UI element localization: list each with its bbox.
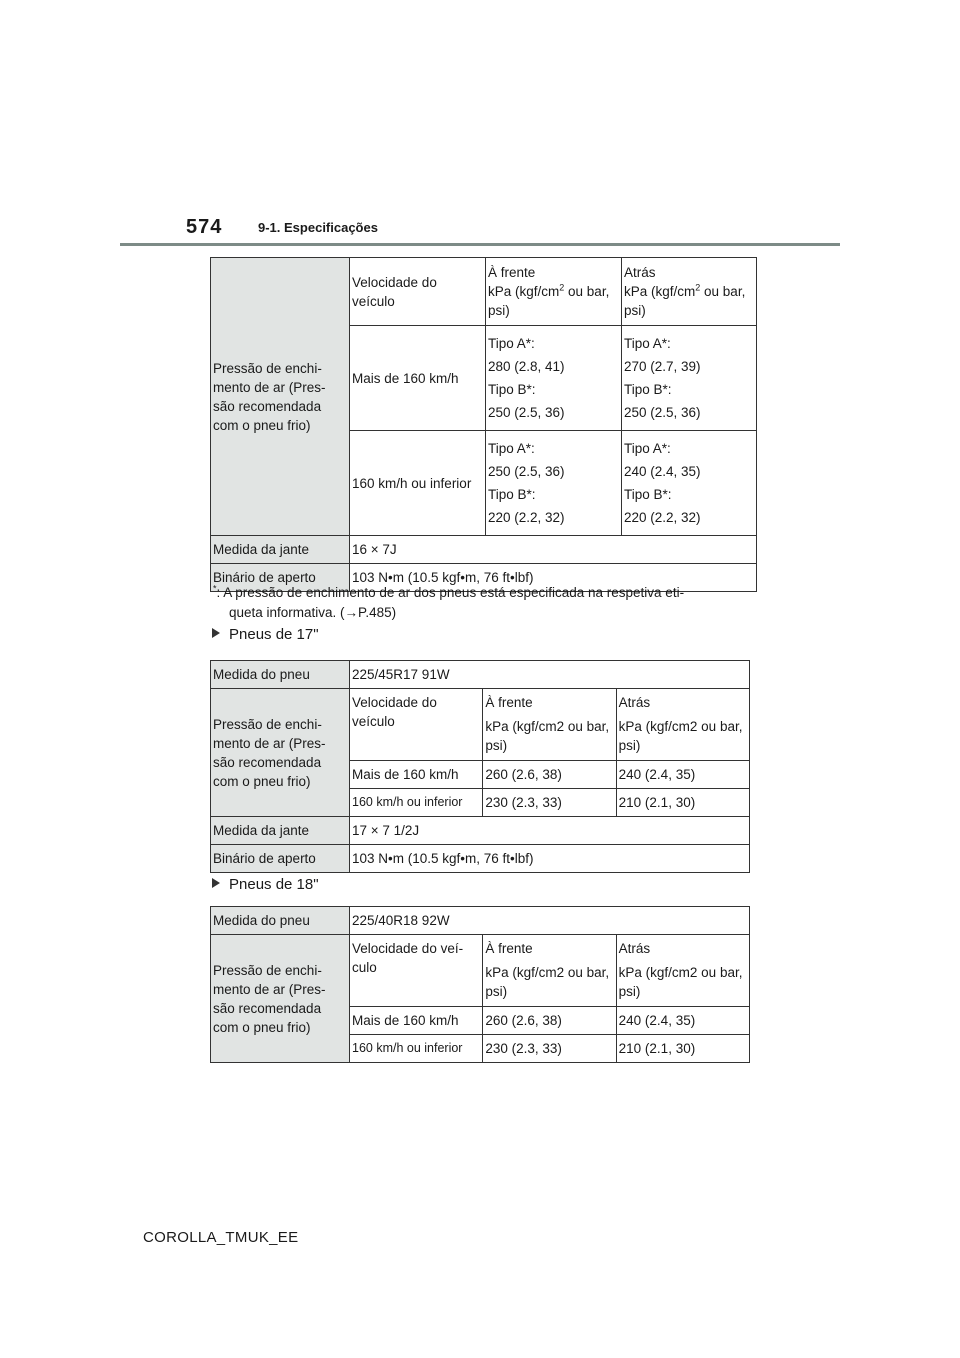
- rim-label: Medida da jante: [211, 536, 350, 564]
- pressure-line: 270 (2.7, 39): [624, 359, 701, 374]
- rear-pressure-cell: 210 (2.1, 30): [616, 1035, 749, 1063]
- section-title: 9-1. Especificações: [258, 220, 378, 235]
- front-pressure-cell: 260 (2.6, 38): [483, 761, 616, 789]
- col-rear-header: [622, 258, 757, 326]
- rear-pressure-cell: 240 (2.4, 35): [616, 761, 749, 789]
- pressure-line: Tipo A*:: [624, 441, 671, 456]
- col-front-header: [483, 935, 616, 1007]
- table-row: [211, 845, 750, 873]
- col-front-title: À frente: [485, 695, 533, 710]
- col-front-header: [486, 258, 622, 326]
- subheading-18-text: Pneus de 18": [229, 876, 319, 893]
- rear-pressure-cell: [622, 326, 757, 431]
- front-pressure-cell: 230 (2.3, 33): [483, 789, 616, 817]
- pressure-line: 220 (2.2, 32): [488, 510, 565, 525]
- page-number: 574: [186, 216, 223, 238]
- rim-value: 16 × 7J: [350, 536, 757, 564]
- col-rear-unit: kPa (kgf/cm2 ou bar, psi): [618, 965, 743, 999]
- col-rear-title: Atrás: [624, 265, 656, 280]
- col-rear-title: Atrás: [618, 695, 651, 710]
- table-row: [211, 817, 750, 845]
- col-rear-unit-b: ou bar, psi): [624, 284, 746, 318]
- header-rule: [120, 243, 840, 246]
- tire-size-label: Medida do pneu: [211, 907, 350, 935]
- col-rear-header: [616, 935, 749, 1007]
- pressure-line: Tipo B*:: [488, 382, 536, 397]
- subheading-17-text: Pneus de 17": [229, 626, 319, 643]
- table-row: [211, 536, 757, 564]
- table-row: [211, 907, 750, 935]
- spec-table-18: [210, 906, 750, 1063]
- pressure-line: Tipo B*:: [624, 487, 672, 502]
- col-rear-unit-a: kPa (kgf/cm: [624, 284, 696, 299]
- table-row: [211, 661, 750, 689]
- page-header: [186, 214, 840, 248]
- speed-cell: 160 km/h ou inferior: [350, 1035, 483, 1063]
- document-code: COROLLA_TMUK_EE: [143, 1229, 299, 1246]
- pressure-label: Pressão de enchi-mento de ar (Pres-são recomendada com o pneu frio): [211, 689, 350, 817]
- col-rear-unit: kPa (kgf/cm2 ou bar, psi): [618, 719, 743, 753]
- pressure-label: Pressão de enchi-mento de ar (Pres-são recomendada com o pneu frio): [211, 935, 350, 1063]
- rim-label: Medida da jante: [211, 817, 350, 845]
- pressure-line: 220 (2.2, 32): [624, 510, 701, 525]
- front-pressure-cell: [486, 431, 622, 536]
- col-front-unit: kPa (kgf/cm2 ou bar, psi): [485, 965, 610, 999]
- spec-table-16: [210, 257, 757, 592]
- speed-cell: Mais de 160 km/h: [350, 1007, 483, 1035]
- pressure-line: Tipo A*:: [488, 441, 535, 456]
- tire-size-value: 225/40R18 92W: [350, 907, 750, 935]
- triangle-bullet-icon: [212, 878, 220, 888]
- col-rear-header: [616, 689, 749, 761]
- col-front-unit: kPa (kgf/cm2 ou bar, psi): [485, 719, 610, 753]
- rear-pressure-cell: [622, 431, 757, 536]
- tire-size-value: 225/45R17 91W: [350, 661, 750, 689]
- pressure-line: 280 (2.8, 41): [488, 359, 565, 374]
- front-pressure-cell: 260 (2.6, 38): [483, 1007, 616, 1035]
- pressure-line: Tipo A*:: [624, 336, 671, 351]
- pressure-label: Pressão de enchi-mento de ar (Pres-são recomendada com o pneu frio): [211, 258, 350, 536]
- tire-size-label: Medida do pneu: [211, 661, 350, 689]
- footnote-line1: : A pressão de enchimento de ar dos pneus está especificada na respetiva eti-: [216, 585, 685, 600]
- footnote-line2: queta informativa. (→P.485): [229, 605, 397, 620]
- pressure-line: Tipo B*:: [488, 487, 536, 502]
- col-speed-header: Velocidade do veí-culo: [350, 935, 483, 1007]
- rear-pressure-cell: 240 (2.4, 35): [616, 1007, 749, 1035]
- rim-value: 17 × 7 1/2J: [350, 817, 750, 845]
- col-speed-header: Velocidade do veículo: [350, 258, 486, 326]
- pressure-line: 250 (2.5, 36): [624, 405, 701, 420]
- col-front-title: À frente: [485, 941, 533, 956]
- col-front-header: [483, 689, 616, 761]
- rear-pressure-cell: 210 (2.1, 30): [616, 789, 749, 817]
- torque-value: 103 N•m (10.5 kgf•m, 76 ft•lbf): [350, 845, 750, 873]
- pressure-line: 250 (2.5, 36): [488, 464, 565, 479]
- subheading-18: [212, 876, 319, 893]
- footnote-marker: *: [213, 583, 217, 594]
- col-speed-header: Velocidade do veículo: [350, 689, 483, 761]
- torque-label: Binário de aperto: [211, 845, 350, 873]
- speed-cell: Mais de 160 km/h: [350, 761, 483, 789]
- col-front-unit-sup: 2: [559, 282, 565, 293]
- speed-cell: Mais de 160 km/h: [350, 326, 486, 431]
- col-front-title: À frente: [488, 265, 536, 280]
- torque-label: Binário de aperto: [211, 564, 350, 592]
- speed-cell: 160 km/h ou inferior: [350, 431, 486, 536]
- triangle-bullet-icon: [212, 628, 220, 638]
- footnote: [213, 583, 753, 623]
- pressure-line: Tipo A*:: [488, 336, 535, 351]
- col-rear-title: Atrás: [618, 941, 651, 956]
- col-front-unit-a: kPa (kgf/cm: [488, 284, 560, 299]
- speed-cell: 160 km/h ou inferior: [350, 789, 483, 817]
- col-rear-unit-sup: 2: [695, 282, 701, 293]
- front-pressure-cell: [486, 326, 622, 431]
- pressure-line: 240 (2.4, 35): [624, 464, 701, 479]
- pressure-line: Tipo B*:: [624, 382, 672, 397]
- subheading-17: [212, 626, 319, 643]
- spec-table-17: [210, 660, 750, 873]
- pressure-line: 250 (2.5, 36): [488, 405, 565, 420]
- col-front-unit-b: ou bar, psi): [488, 284, 610, 318]
- torque-value: 103 N•m (10.5 kgf•m, 76 ft•lbf): [350, 564, 757, 592]
- front-pressure-cell: 230 (2.3, 33): [483, 1035, 616, 1063]
